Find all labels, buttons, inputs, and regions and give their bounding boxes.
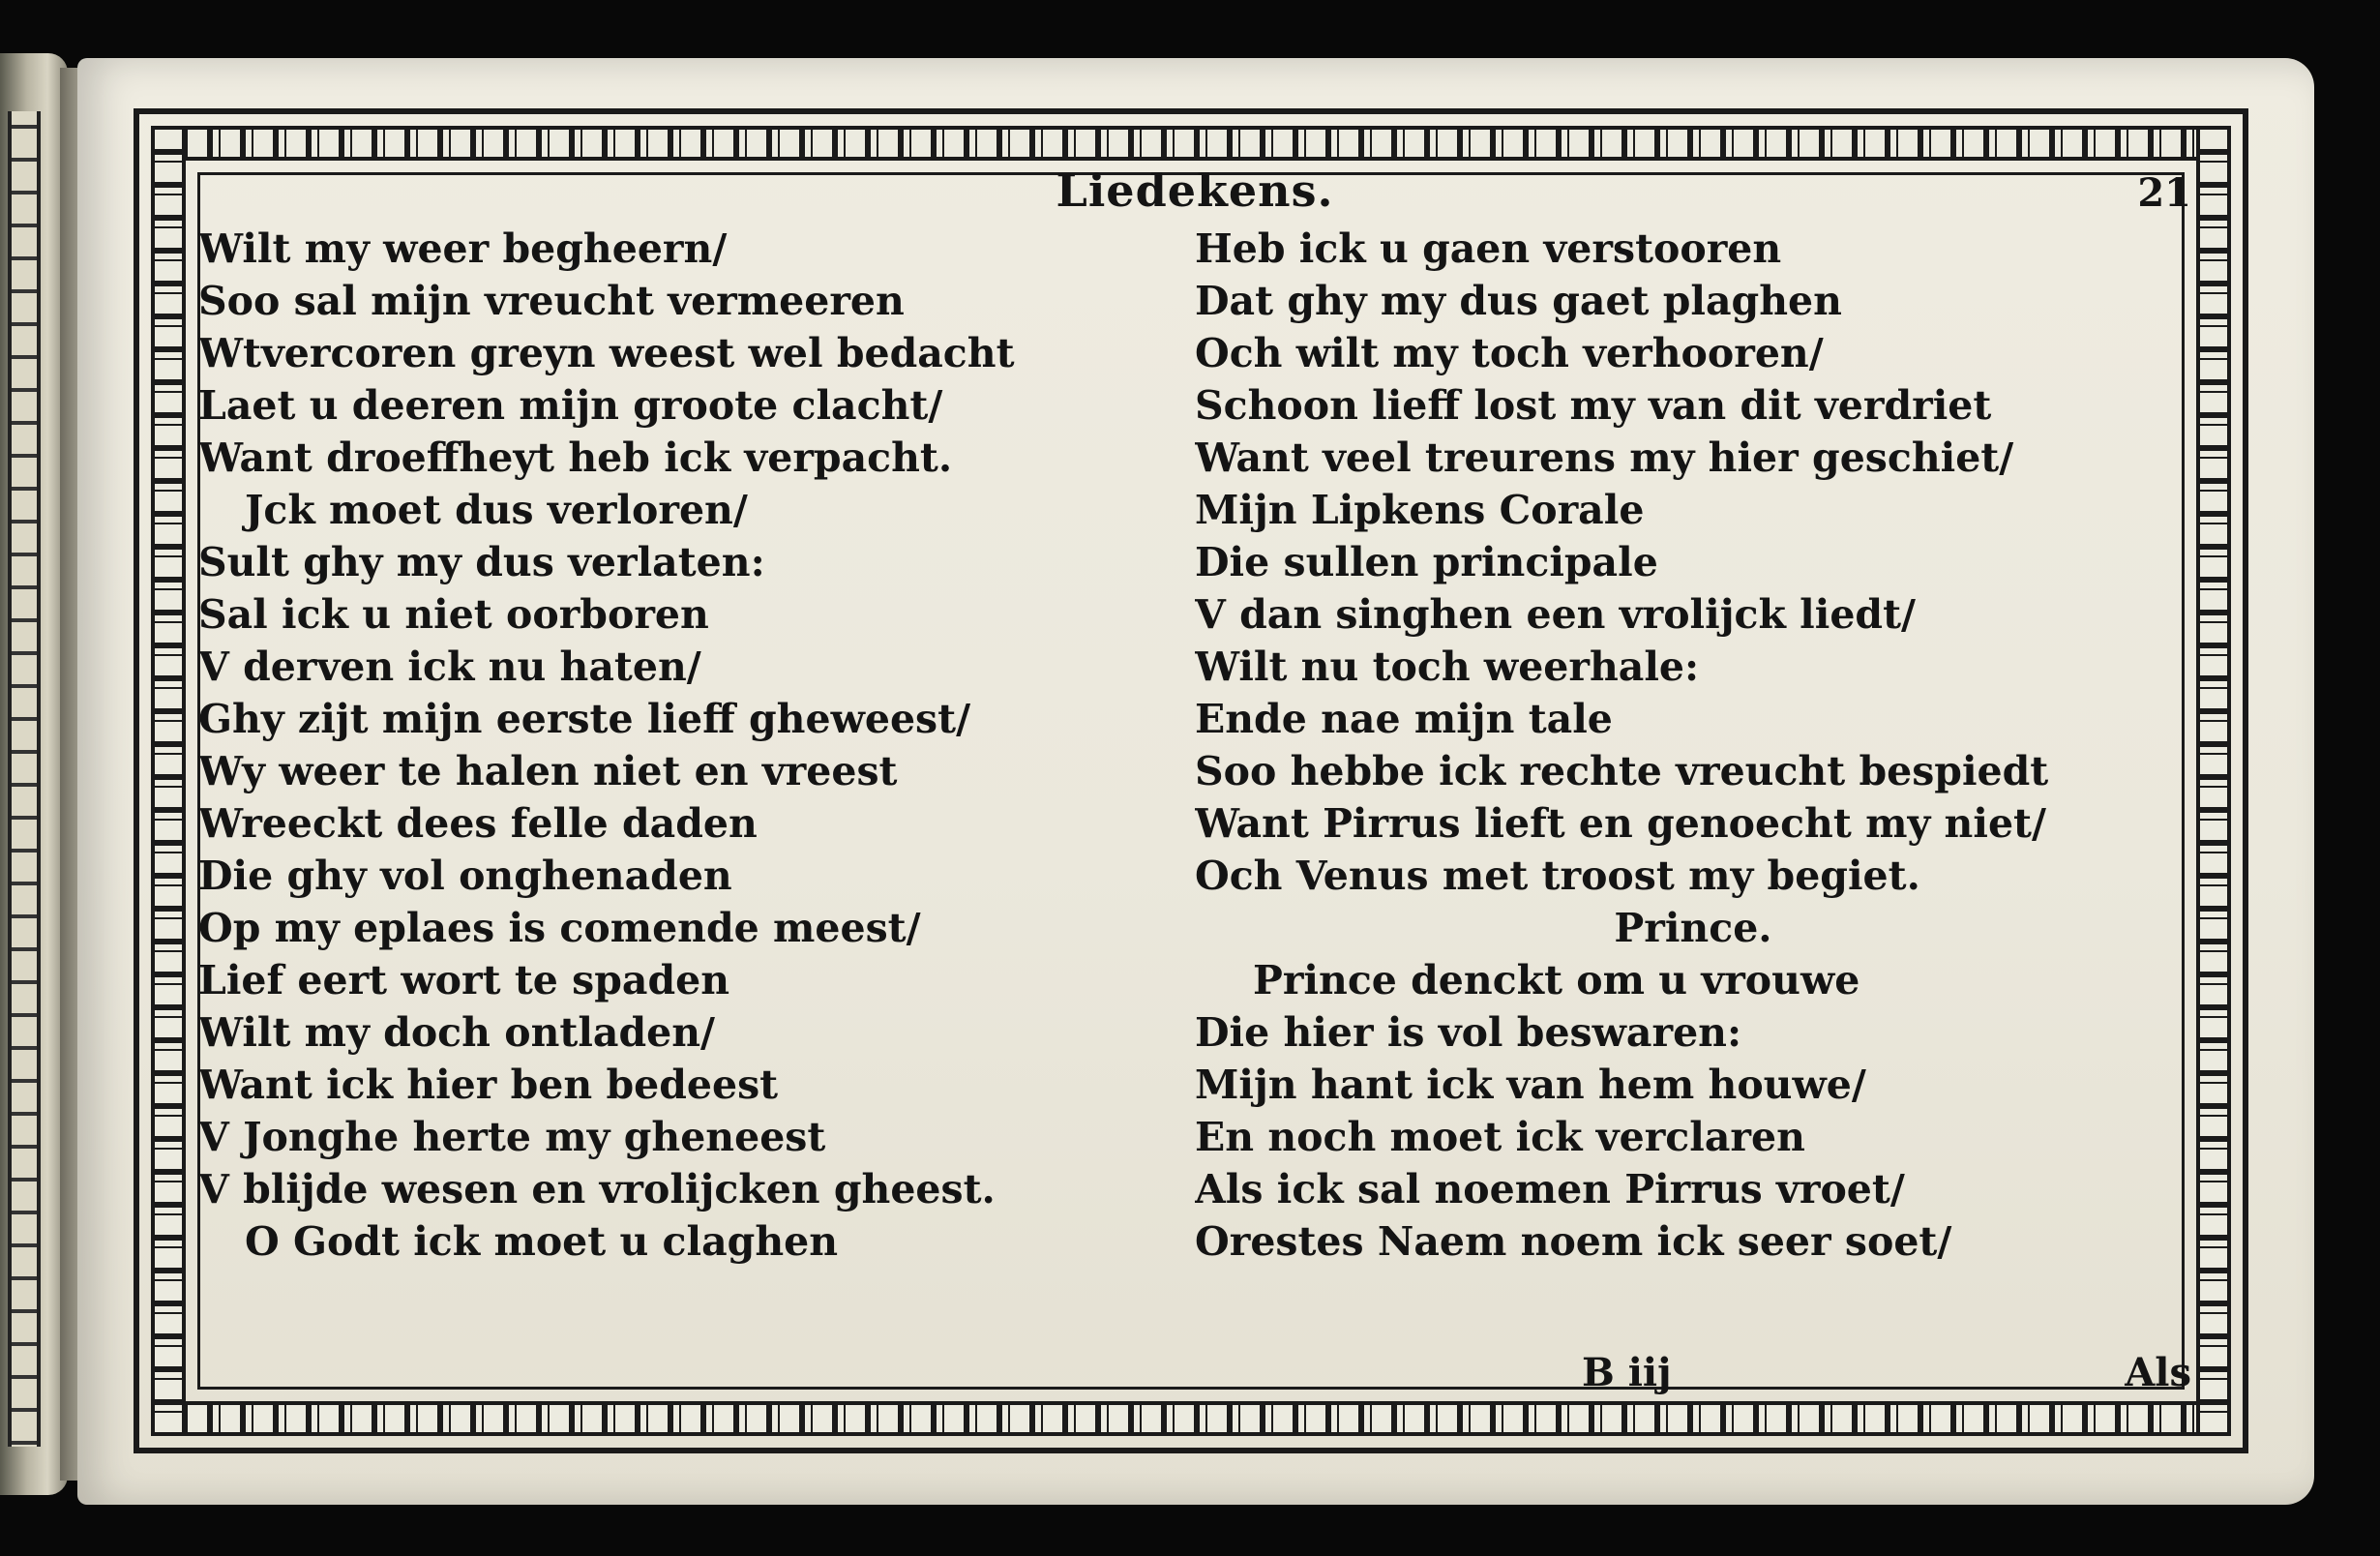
frame-band-bottom bbox=[151, 1401, 2231, 1436]
verse-line: Ghy zijt mijn eerste lieff gheweest/ bbox=[198, 696, 971, 742]
verse-line: Och wilt my toch verhooren/ bbox=[1195, 330, 1824, 376]
verse-line: Schoon lieff lost my van dit verdriet bbox=[1195, 382, 1992, 429]
verse-line: Want ick hier ben bedeest bbox=[198, 1062, 779, 1108]
facing-page-ornament bbox=[8, 111, 41, 1447]
verse-line: Wilt my doch ontladen/ bbox=[198, 1009, 716, 1056]
verse-line: O Godt ick moet u claghen bbox=[245, 1218, 839, 1265]
verse-line: Wtvercoren greyn weest wel bedacht bbox=[198, 330, 1015, 376]
frame-band-left bbox=[151, 126, 186, 1436]
right-column bbox=[1195, 223, 2191, 1268]
verse-line: Wreeckt dees felle daden bbox=[198, 800, 758, 847]
verse-line: Orestes Naem noem ick seer soet/ bbox=[1195, 1218, 1952, 1265]
verse-line: Want Pirrus lieft en genoecht my niet/ bbox=[1195, 800, 2046, 847]
verse-line: V blijde wesen en vrolijcken gheest. bbox=[198, 1166, 996, 1212]
frame-band-top bbox=[151, 126, 2231, 161]
book-page bbox=[77, 58, 2314, 1505]
verse-line: Ende nae mijn tale bbox=[1195, 696, 1613, 742]
verse-line: Laet u deeren mijn groote clacht/ bbox=[198, 382, 943, 429]
verse-line: V derven ick nu haten/ bbox=[198, 643, 701, 690]
verse-line: Dat ghy my dus gaet plaghen bbox=[1195, 278, 1842, 324]
facing-page-edge bbox=[0, 53, 68, 1495]
verse-line: Sal ick u niet oorboren bbox=[198, 591, 709, 638]
verse-line: Heb ick u gaen verstooren bbox=[1195, 225, 1782, 272]
verse-line: Wilt nu toch weerhale: bbox=[1195, 643, 1700, 690]
verse-line: Wy weer te halen niet en vreest bbox=[198, 748, 898, 794]
text-block bbox=[198, 165, 2191, 1403]
verse-line: Mijn Lipkens Corale bbox=[1195, 487, 1645, 533]
verse-line: V Jonghe herte my gheneest bbox=[198, 1114, 826, 1160]
verse-line: Als ick sal noemen Pirrus vroet/ bbox=[1195, 1166, 1905, 1212]
verse-line: Wilt my weer begheern/ bbox=[198, 225, 728, 272]
section-heading: Prince. bbox=[1614, 905, 1772, 951]
verse-line: Want veel treurens my hier geschiet/ bbox=[1195, 434, 2014, 481]
verse-line: Sult ghy my dus verlaten: bbox=[198, 539, 765, 585]
verse-line: Soo sal mijn vreucht vermeeren bbox=[198, 278, 905, 324]
running-head: Liedekens. bbox=[1056, 165, 1334, 217]
verse-line: En noch moet ick verclaren bbox=[1195, 1114, 1805, 1160]
verse-line: Soo hebbe ick rechte vreucht bespiedt bbox=[1195, 748, 2049, 794]
verse-line: Och Venus met troost my begiet. bbox=[1195, 853, 1920, 899]
signature-mark: B iij bbox=[1582, 1350, 1672, 1395]
verse-line: V dan singhen een vrolijck liedt/ bbox=[1195, 591, 1916, 638]
verse-line: Mijn hant ick van hem houwe/ bbox=[1195, 1062, 1866, 1108]
left-column bbox=[198, 223, 1185, 1268]
verse-line: Want droeffheyt heb ick verpacht. bbox=[198, 434, 953, 481]
catchword: Als bbox=[2125, 1350, 2191, 1395]
verse-line: Die hier is vol beswaren: bbox=[1195, 1009, 1742, 1056]
verse-line: Op my eplaes is comende meest/ bbox=[198, 905, 921, 951]
verse-line: Die ghy vol onghenaden bbox=[198, 853, 732, 899]
verse-line: Lief eert wort te spaden bbox=[198, 957, 730, 1003]
verse-line: Prince denckt om u vrouwe bbox=[1253, 957, 1860, 1003]
frame-band-right bbox=[2196, 126, 2231, 1436]
page-number: 21 bbox=[2137, 170, 2191, 216]
verse-line: Jck moet dus verloren/ bbox=[245, 487, 748, 533]
verse-line: Die sullen principale bbox=[1195, 539, 1658, 585]
